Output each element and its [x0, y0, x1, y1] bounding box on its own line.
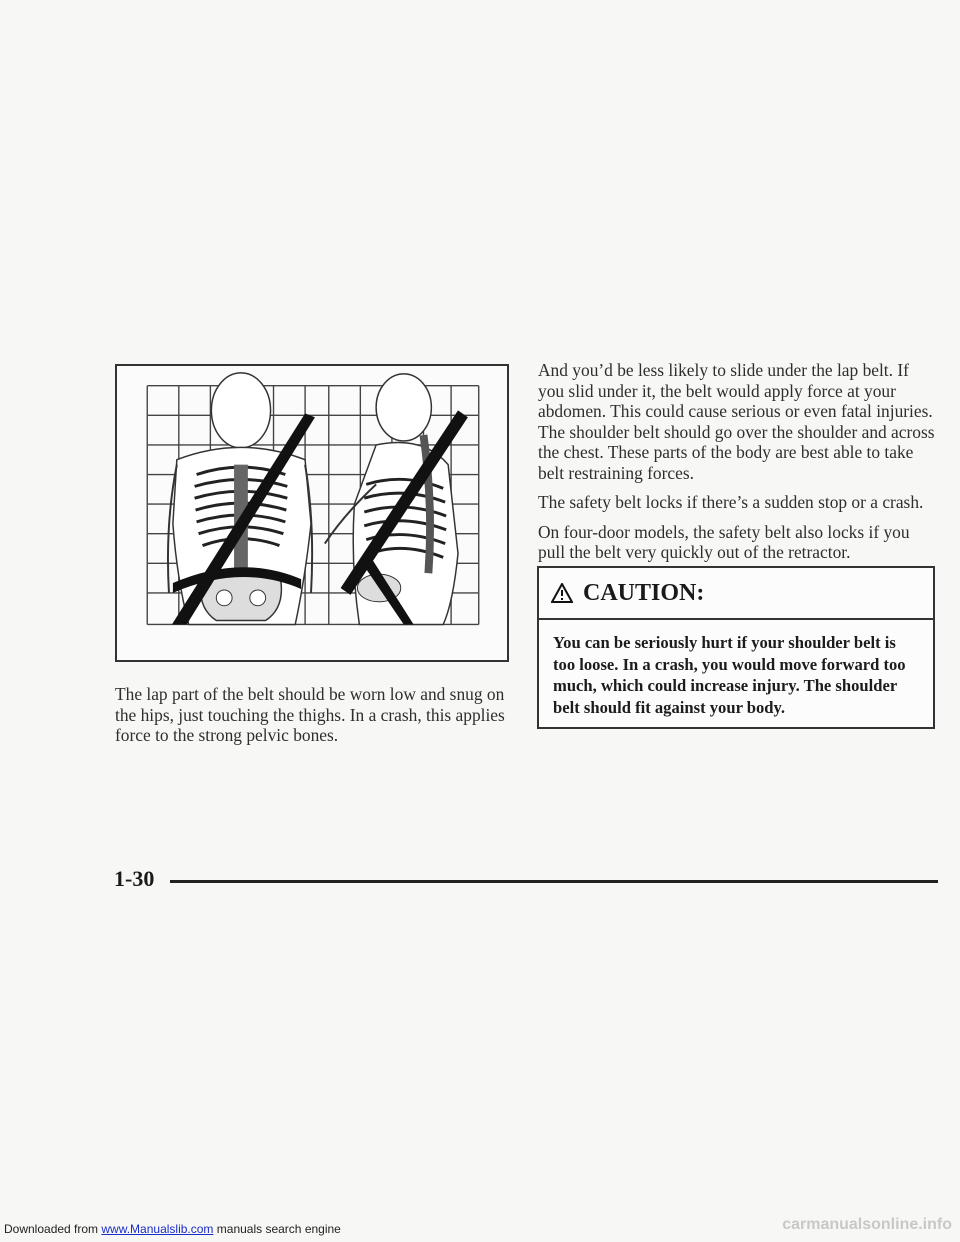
paragraph-belt-locks: The safety belt locks if there’s a sudden stop or a crash.: [538, 492, 924, 512]
caution-header: [539, 568, 933, 620]
left-caption: [115, 684, 515, 746]
skeleton-diagram: [117, 366, 507, 660]
caution-box: [537, 566, 935, 729]
manualslib-link[interactable]: www.Manualslib.com: [101, 1222, 214, 1236]
warning-triangle-icon: [551, 583, 573, 603]
watermark: carmanualsonline.info: [782, 1216, 952, 1233]
footer-prefix: Downloaded from: [4, 1222, 102, 1236]
page-rule: [170, 880, 938, 883]
left-caption-text: The lap part of the belt should be worn low and snug on the hips, just touching the thighs. In a crash, this applies force to the strong pelvic bones.: [115, 684, 505, 745]
paragraph-lap-belt: And you’d be less likely to slide under the lap belt. If you slid under it, the belt would apply force at your abdomen. This could cause serious or even fatal injuries. The shoulder belt should go over the shoulder and across the chest. These parts of the body are best able to take belt restraining forces.: [538, 360, 935, 483]
front-skeleton: [168, 373, 312, 625]
footer-suffix: manuals search engine: [213, 1222, 341, 1236]
paragraph-four-door: On four-door models, the safety belt also locks if you pull the belt very quickly out of the retractor.: [538, 521, 910, 562]
page-number: 1-30: [114, 866, 155, 891]
caution-heading: CAUTION:: [583, 579, 705, 606]
caution-body: You can be seriously hurt if your shoulder belt is too loose. In a crash, you would move forward too much, which could increase injury. The shoulder belt should fit against your body.: [553, 633, 906, 717]
footer: [4, 1222, 341, 1236]
right-column: [538, 360, 938, 572]
seatbelt-illustration: [115, 364, 509, 662]
